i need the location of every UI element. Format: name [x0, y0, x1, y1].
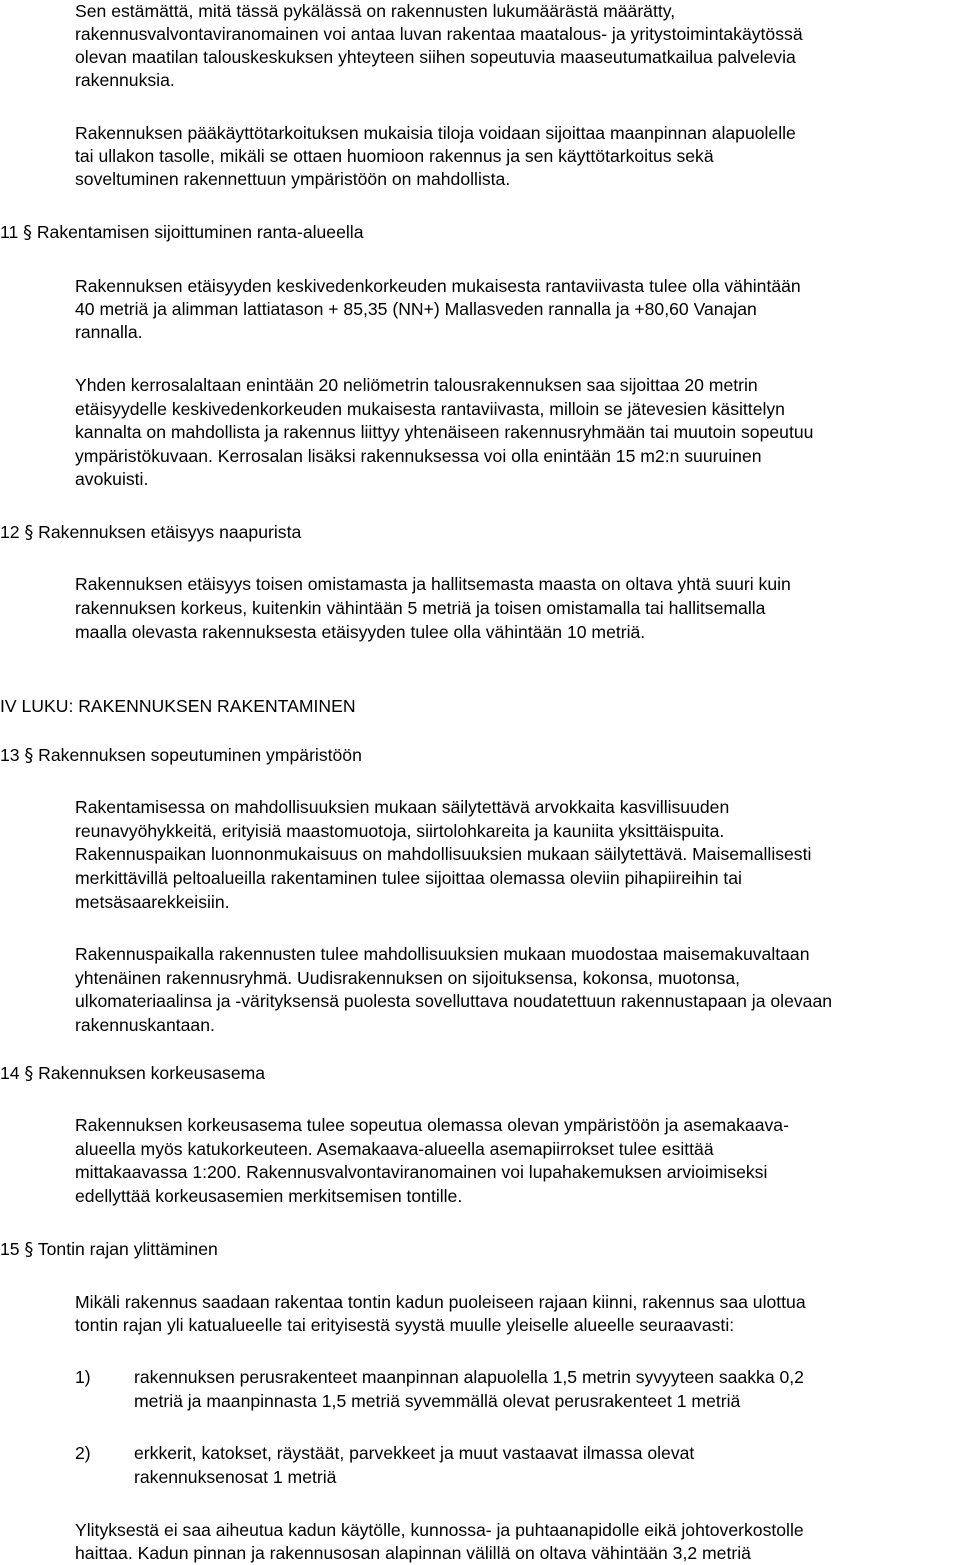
text-line: rakennuksia. — [75, 70, 175, 90]
text-line: Rakennuksen pääkäyttötarkoituksen mukaisia tiloja voidaan sijoittaa maanpinnan alapuolelle — [75, 123, 796, 143]
text-line: erkkerit, katokset, räystäät, parvekkeet ja muut vastaavat ilmassa olevat — [134, 1443, 695, 1463]
text-line: olevan maatilan talouskeskuksen yhteyteen siihen sopeutuvia maaseutumatkailua palvelevia — [75, 47, 796, 67]
section-symbol: § — [24, 746, 34, 766]
section-number: 13 — [0, 745, 20, 765]
section-title: Rakennuksen etäisyys naapurista — [38, 522, 302, 542]
text-line: rakennuksen korkeus, kuitenkin vähintään 5 metriä ja toisen omistamalla tai hallitsemalla — [75, 598, 766, 618]
text-line: tontin rajan yli katualueelle tai erityisestä syystä muulle yleiselle alueelle seuraavasti: — [75, 1315, 735, 1335]
text-line: ulkomateriaalinsa ja -värityksensä puolesta sovelluttava noudatettuun rakennustapaan ja olevaan — [75, 991, 833, 1011]
text-line: rannalla. — [75, 322, 143, 342]
text-line: rakennuksen perusrakenteet maanpinnan alapuolella 1,5 metrin syvyyteen saakka 0,2 — [134, 1367, 804, 1387]
section-number: 12 — [0, 522, 20, 542]
text-line: reunavyöhykkeitä, erityisiä maastomuotoja, siirtolohkareita ja kauniita yksittäispuita. — [75, 821, 725, 841]
text-line: Rakentamisessa on mahdollisuuksien mukaan säilytettävä arvokkaita kasvillisuuden — [75, 797, 730, 817]
list-item-number: 2) — [75, 1443, 91, 1463]
section-symbol: § — [24, 1064, 34, 1084]
section-title: Rakentamisen sijoittuminen ranta-alueella — [36, 222, 364, 242]
text-line: metriä ja maanpinnasta 1,5 metriä syvemmällä olevat perusrakenteet 1 metriä — [134, 1391, 741, 1411]
text-line: avokuisti. — [75, 469, 149, 489]
text-line: merkittävillä peltoalueilla rakentaminen tulee sijoittaa olemassa oleviin pihapiireihin tai — [75, 868, 742, 888]
section-symbol: § — [24, 1240, 34, 1260]
section-symbol: § — [24, 523, 34, 543]
text-line: edellyttää korkeusasemien merkitsemisen tontille. — [75, 1186, 463, 1206]
text-line: alueella myös katukorkeuteen. Asemakaava-alueella asemapiirrokset tulee esittää — [75, 1139, 714, 1159]
text-line: Yhden kerrosalaltaan enintään 20 neliömetrin talousrakennuksen saa sijoittaa 20 metrin — [75, 375, 758, 395]
text-line: etäisyydelle keskivedenkorkeuden mukaisesta rantaviivasta, milloin se jätevesien käsittelyn — [75, 399, 785, 419]
text-line: Rakennuspaikan luonnonmukaisuus on mahdollisuuksien mukaan säilytettävä. Maisemallisesti — [75, 844, 812, 864]
text-line: rakennusvalvontaviranomainen voi antaa luvan rakentaa maatalous- ja yritystoimintakäytössä — [75, 24, 803, 44]
text-line: Sen estämättä, mitä tässä pykälässä on rakennusten lukumäärästä määrätty, — [75, 1, 676, 21]
section-title: Rakennuksen korkeusasema — [38, 1063, 266, 1083]
text-line: maalla olevasta rakennuksesta etäisyyden tulee olla vähintään 10 metriä. — [75, 622, 646, 642]
list-item-number: 1) — [75, 1367, 91, 1387]
section-heading — [0, 1061, 265, 1086]
text-line: yhtenäinen rakennusryhmä. Uudisrakennuksen on sijoituksensa, kokonsa, muotonsa, — [75, 968, 741, 988]
chapter-heading: IV LUKU: RAKENNUKSEN RAKENTAMINEN — [0, 696, 356, 716]
text-line: Ylityksestä ei saa aiheutua kadun käytölle, kunnossa- ja puhtaanapidolle eikä johtoverkostolle — [75, 1520, 804, 1540]
text-line: Rakennuksen etäisyys toisen omistamasta ja hallitsemasta maasta on oltava yhtä suuri kuin — [75, 574, 791, 594]
text-line: Rakennuksen etäisyyden keskivedenkorkeuden mukaisesta rantaviivasta tulee olla vähintään — [75, 276, 801, 296]
section-heading — [0, 1237, 218, 1262]
text-line: Mikäli rakennus saadaan rakentaa tontin kadun puoleiseen rajaan kiinni, rakennus saa ulottua — [75, 1292, 806, 1312]
section-heading — [0, 743, 362, 768]
section-number: 15 — [0, 1239, 20, 1259]
text-line: haittaa. Kadun pinnan ja rakennusosan alapinnan välillä on oltava vähintään 3,2 metriä — [75, 1543, 751, 1563]
text-line: kannalta on mahdollista ja rakennus liittyy yhtenäiseen rakennusryhmään tai muutoin sopeutuu — [75, 422, 814, 442]
text-line: ympäristökuvaan. Kerrosalan lisäksi rakennuksessa voi olla enintään 15 m2:n suuruinen — [75, 446, 762, 466]
text-line: Rakennuksen korkeusasema tulee sopeutua olemassa olevan ympäristöön ja asemakaava- — [75, 1115, 789, 1135]
text-line: mittakaavassa 1:200. Rakennusvalvontaviranomainen voi lupahakemuksen arvioimiseksi — [75, 1162, 768, 1182]
section-heading — [0, 520, 301, 545]
text-line: metsäsaarekkeisiin. — [75, 892, 230, 912]
section-number: 14 — [0, 1063, 20, 1083]
section-symbol: § — [23, 223, 32, 243]
text-line: soveltuminen rakennettuun ympäristöön on mahdollista. — [75, 169, 511, 189]
section-title: Rakennuksen sopeutuminen ympäristöön — [38, 745, 362, 765]
section-number: 11 — [0, 222, 19, 242]
text-line: 40 metriä ja alimman lattiatason + 85,35 (NN+) Mallasveden rannalla ja +80,60 Vanajan — [75, 299, 757, 319]
section-heading — [0, 220, 363, 245]
text-line: rakennuskantaan. — [75, 1015, 215, 1035]
section-title: Tontin rajan ylittäminen — [37, 1239, 218, 1259]
text-line: tai ullakon tasolle, mikäli se ottaen huomioon rakennus ja sen käyttötarkoitus sekä — [75, 146, 714, 166]
text-line: Rakennuspaikalla rakennusten tulee mahdollisuuksien mukaan muodostaa maisemakuvaltaan — [75, 944, 810, 964]
text-line: rakennuksenosat 1 metriä — [134, 1467, 337, 1487]
